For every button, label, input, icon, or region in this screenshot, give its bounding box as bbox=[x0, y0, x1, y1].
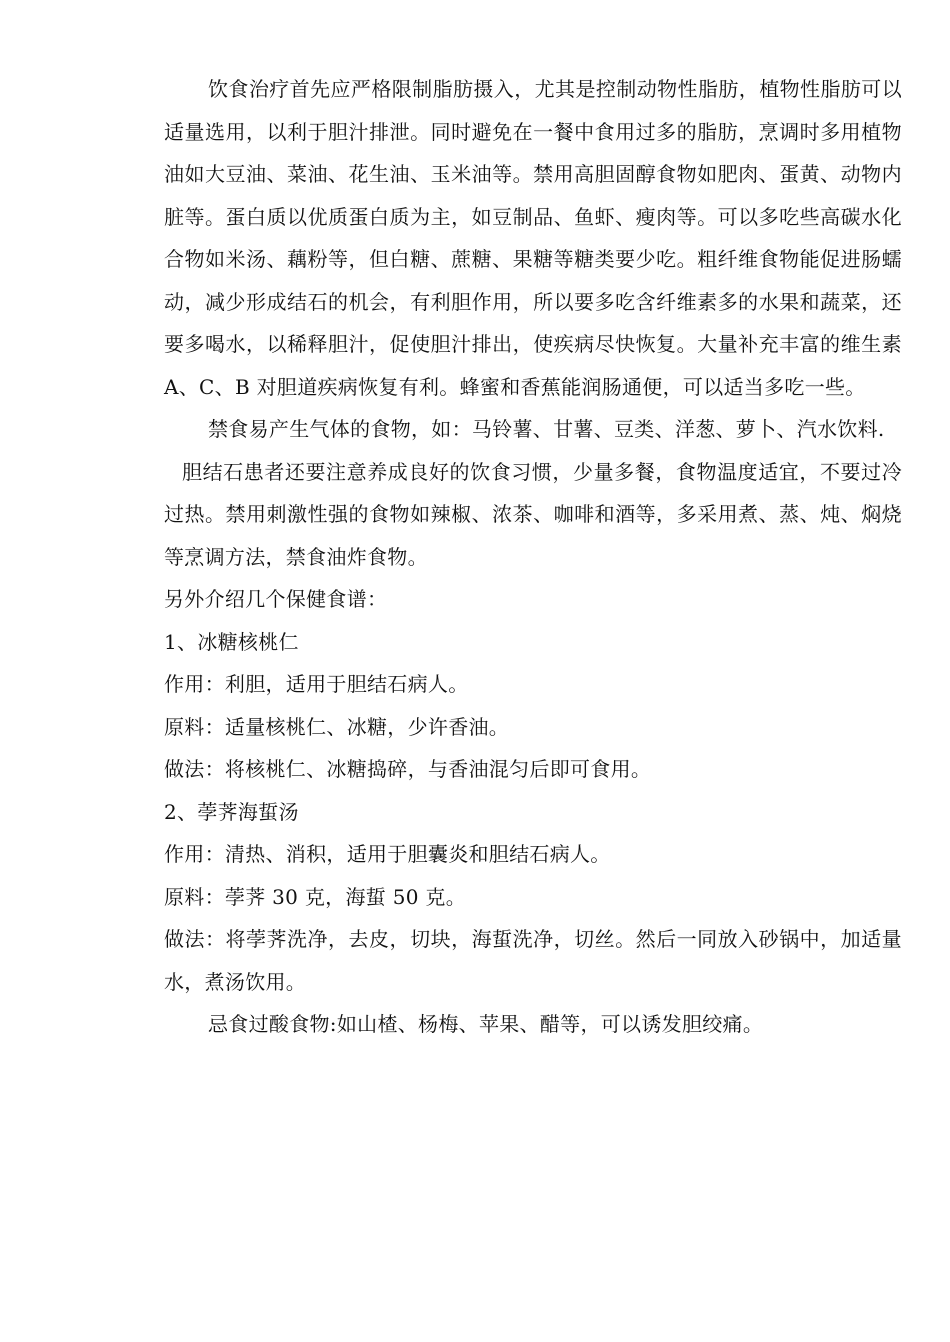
gas-foods-paragraph: 禁食易产生气体的食物，如：马铃薯、甘薯、豆类、洋葱、萝卜、汽水饮料. bbox=[208, 417, 885, 441]
recipe-1 bbox=[164, 621, 902, 791]
eating-habits-paragraph: 胆结石患者还要注意养成良好的饮食习惯，少量多餐，食物温度适宜，不要过冷过热。禁用刺激性强的食物如辣椒、浓茶、咖啡和酒等，多采用煮、蒸、炖、焖烧等烹调方法，禁食油炸食物。 bbox=[164, 459, 902, 569]
recipe-effect: 作用：利胆，适用于胆结石病人。 bbox=[164, 672, 469, 696]
diet-therapy-paragraph: 饮食治疗首先应严格限制脂肪摄入，尤其是控制动物性脂肪，植物性脂肪可以适量选用，以利于胆汁排泄。同时避免在一餐中食用过多的脂肪，烹调时多用植物油如大豆油、菜油、花生油、玉米油等。禁用高胆固醇食物如肥肉、蛋黄、动物内脏等。蛋白质以优质蛋白质为主，如豆制品、鱼虾、瘦肉等。可以多吃些高碳水化合物如米汤、藕粉等，但白糖、蔗糖、果糖等糖类要少吃。粗纤维食物能促进肠蠕动，减少形成结石的机会，有利胆作用，所以要多吃含纤维素多的水果和蔬菜，还要多喝水，以稀释胆汁，促使胆汁排出，使疾病尽快恢复。大量补充丰富的维生素 A、C、B 对胆道疾病恢复有利。蜂蜜和香蕉能润肠通便，可以适当多吃一些。 bbox=[164, 77, 902, 399]
recipe-title: 2、荸荠海蜇汤 bbox=[164, 799, 299, 824]
document-page bbox=[164, 68, 902, 1046]
recipe-2 bbox=[164, 791, 902, 1004]
recipe-method: 做法：将荸荠洗净，去皮，切块，海蜇洗净，切丝。然后一同放入砂锅中，加适量水，煮汤饮用。 bbox=[164, 927, 902, 994]
recipe-effect: 作用：清热、消积，适用于胆囊炎和胆结石病人。 bbox=[164, 842, 611, 866]
recipe-title: 1、冰糖核桃仁 bbox=[164, 629, 299, 654]
recipe-method: 做法：将核桃仁、冰糖捣碎，与香油混匀后即可食用。 bbox=[164, 757, 652, 781]
recipe-ingredients: 原料：荸荠 30 克，海蜇 50 克。 bbox=[164, 884, 467, 909]
closing-note: 忌食过酸食物:如山楂、杨梅、苹果、醋等，可以诱发胆绞痛。 bbox=[208, 1012, 764, 1036]
recipes-intro: 另外介绍几个保健食谱： bbox=[164, 587, 388, 611]
recipe-ingredients: 原料：适量核桃仁、冰糖，少许香油。 bbox=[164, 714, 510, 739]
